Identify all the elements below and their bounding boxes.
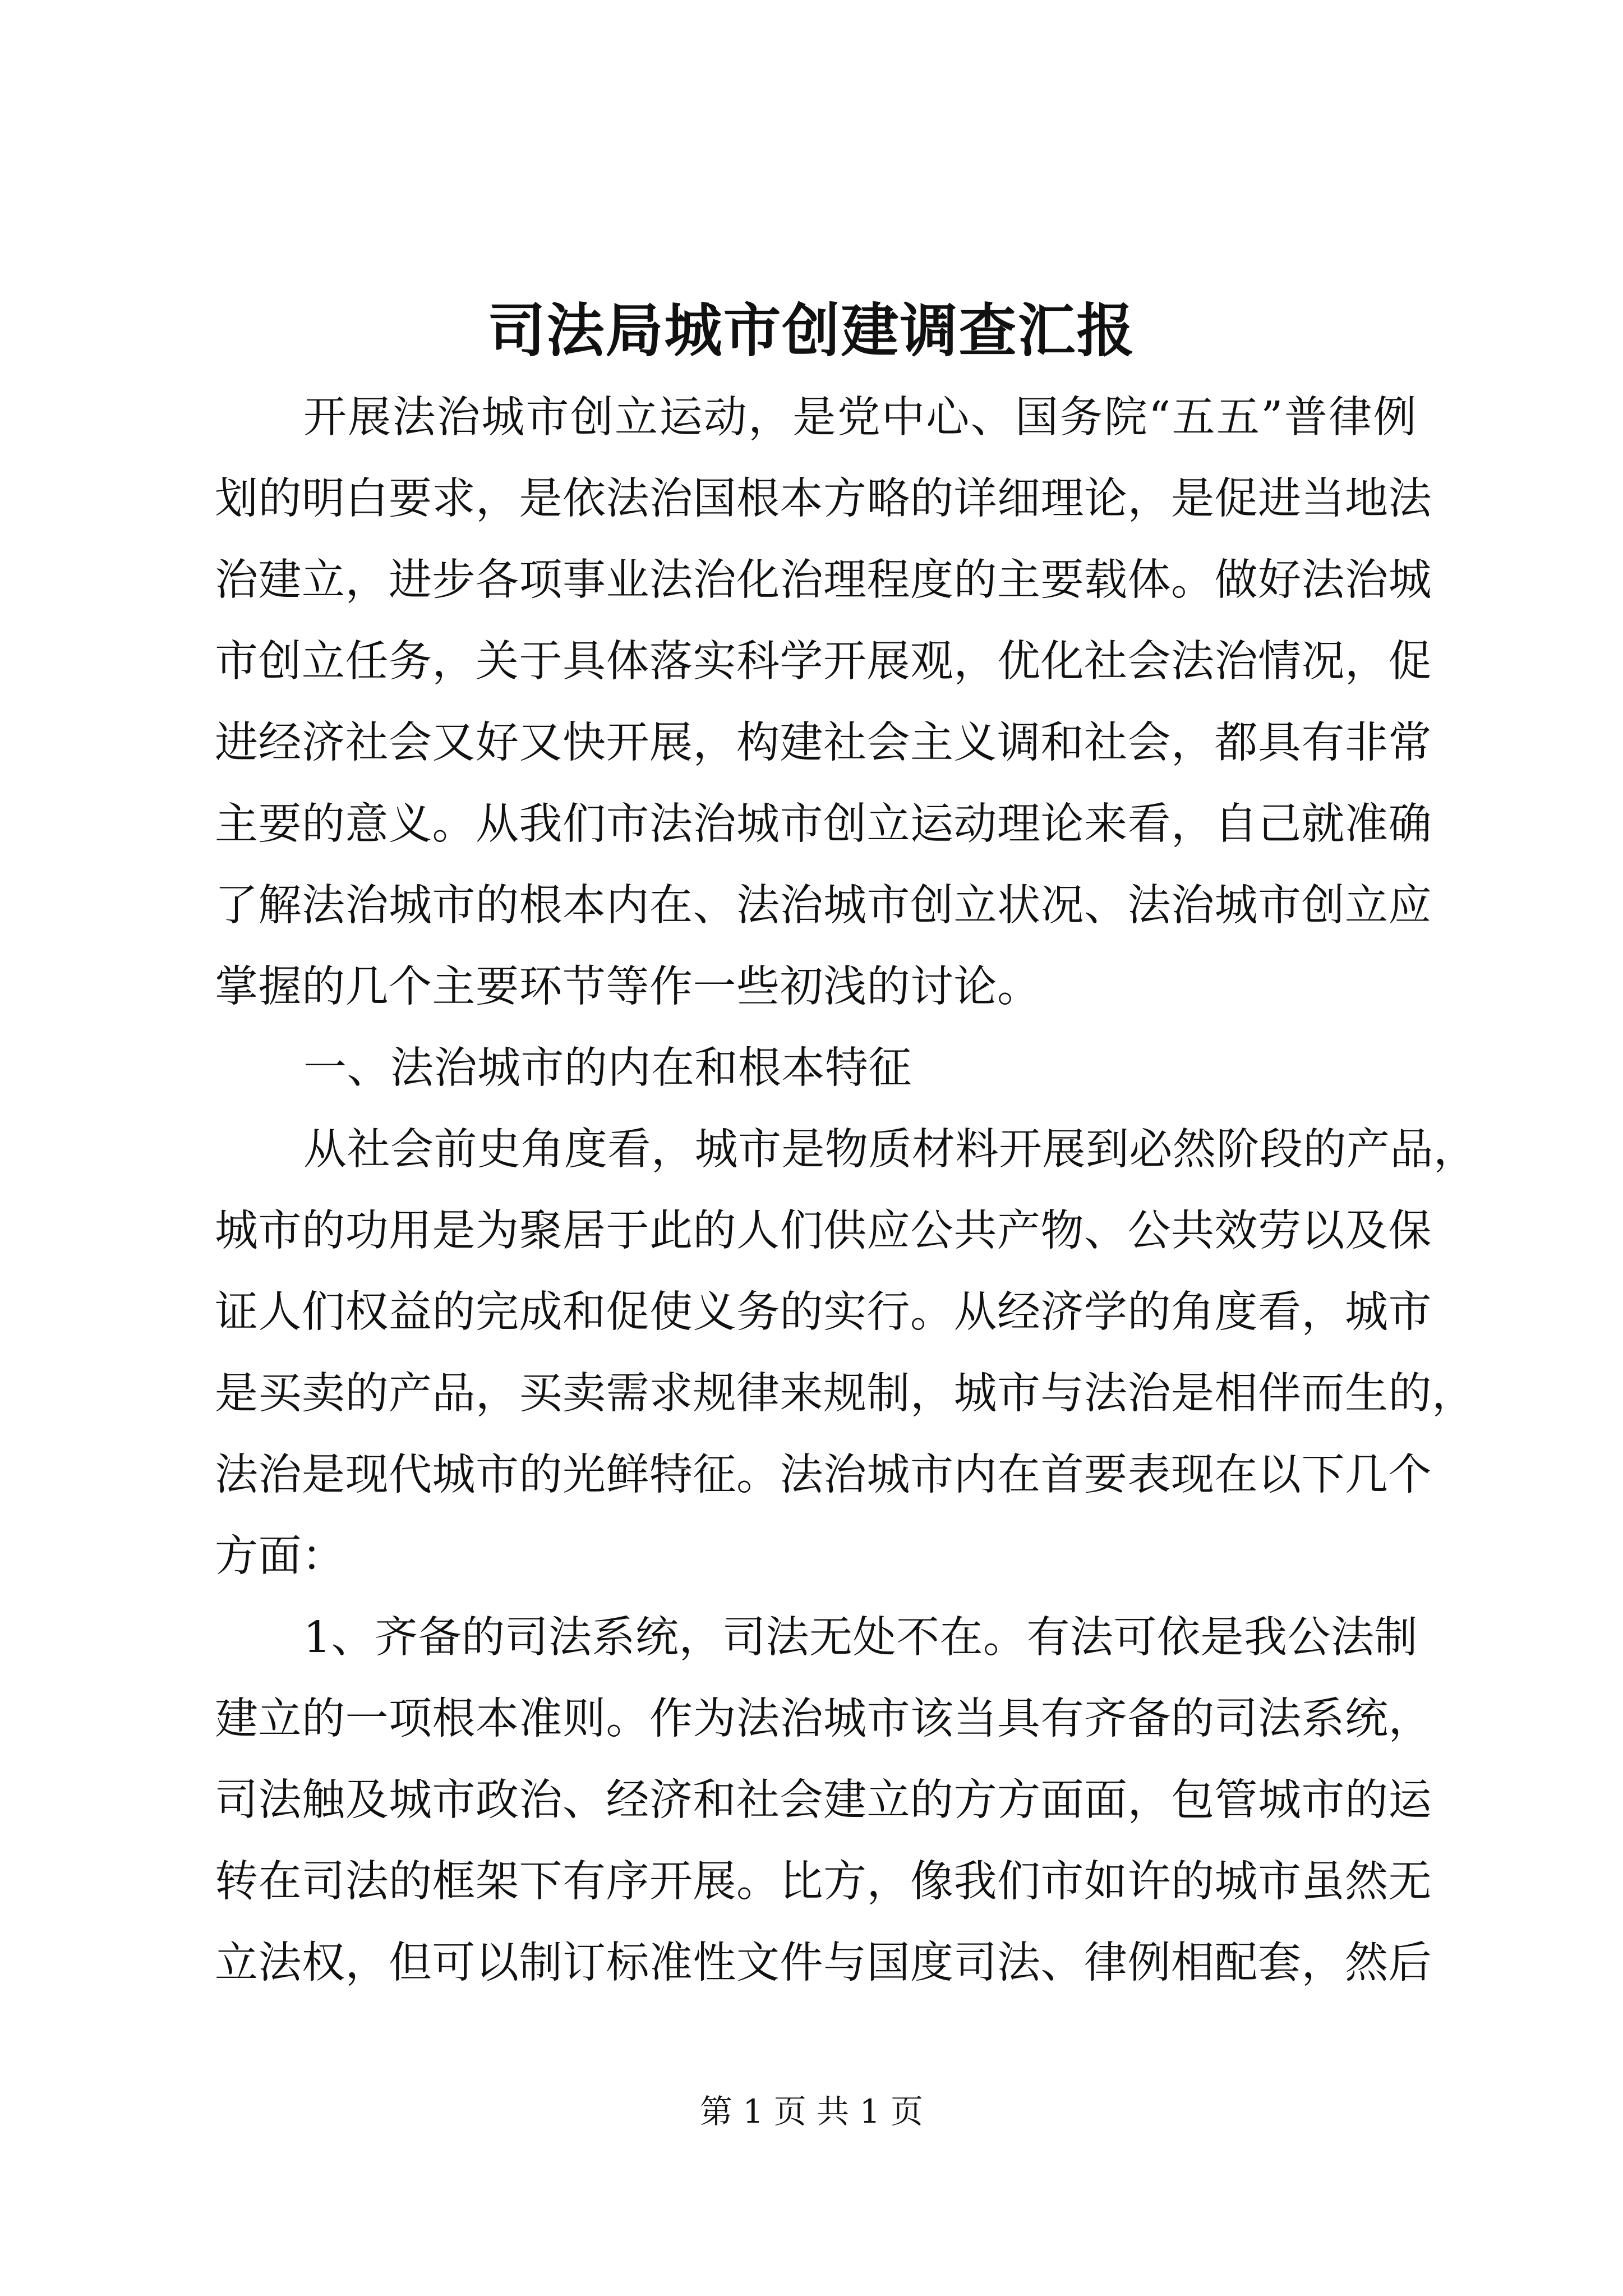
- paragraph-line: 了解法治城市的根本内在、法治城市创立状况、法治城市创立应: [215, 881, 1432, 931]
- paragraph-line: 立法权，但可以制订标准性文件与国度司法、律例相配套，然后: [215, 1938, 1432, 1988]
- section-heading: 一、法治城市的内在和根本特征: [303, 1043, 912, 1093]
- paragraph-line: 转在司法的框架下有序开展。比方，像我们市如许的城市虽然无: [215, 1857, 1432, 1907]
- document-title: 司法局城市创建调查汇报: [487, 297, 1136, 365]
- paragraph-line: 1、齐备的司法系统，司法无处不在。有法可依是我公法制: [303, 1613, 1418, 1663]
- paragraph-line: 是买卖的产品，买卖需求规律来规制，城市与法治是相伴而生的，: [215, 1369, 1476, 1419]
- paragraph-line: 证人们权益的完成和促使义务的实行。从经济学的角度看，城市: [215, 1287, 1432, 1337]
- paragraph-line: 市创立任务，关于具体落实科学开展观，优化社会法治情况，促: [215, 637, 1432, 687]
- paragraph-line: 从社会前史角度看，城市是物质材料开展到必然阶段的产品，: [303, 1125, 1477, 1175]
- paragraph-line: 建立的一项根本准则。作为法治城市该当具有齐备的司法系统，: [215, 1694, 1432, 1744]
- paragraph-line: 治建立，进步各项事业法治化治理程度的主要载体。做好法治城: [215, 555, 1432, 605]
- paragraph-line: 法治是现代城市的光鲜特征。法治城市内在首要表现在以下几个: [215, 1450, 1432, 1500]
- paragraph-line: 掌握的几个主要环节等作一些初浅的讨论。: [215, 962, 1041, 1012]
- paragraph-line: 方面：: [215, 1531, 345, 1581]
- paragraph-line: 司法触及城市政治、经济和社会建立的方方面面，包管城市的运: [215, 1775, 1432, 1825]
- paragraph-line: 进经济社会又好又快开展，构建社会主义调和社会，都具有非常: [215, 718, 1432, 768]
- paragraph-line: 划的明白要求，是依法治国根本方略的详细理论，是促进当地法: [215, 474, 1432, 524]
- paragraph-line: 主要的意义。从我们市法治城市创立运动理论来看，自己就准确: [215, 799, 1432, 849]
- page-number-footer: 第 1 页 共 1 页: [700, 2092, 923, 2131]
- paragraph-line: 开展法治城市创立运动，是党中心、国务院“五五”普律例: [303, 393, 1417, 443]
- paragraph-line: 城市的功用是为聚居于此的人们供应公共产物、公共效劳以及保: [215, 1206, 1432, 1256]
